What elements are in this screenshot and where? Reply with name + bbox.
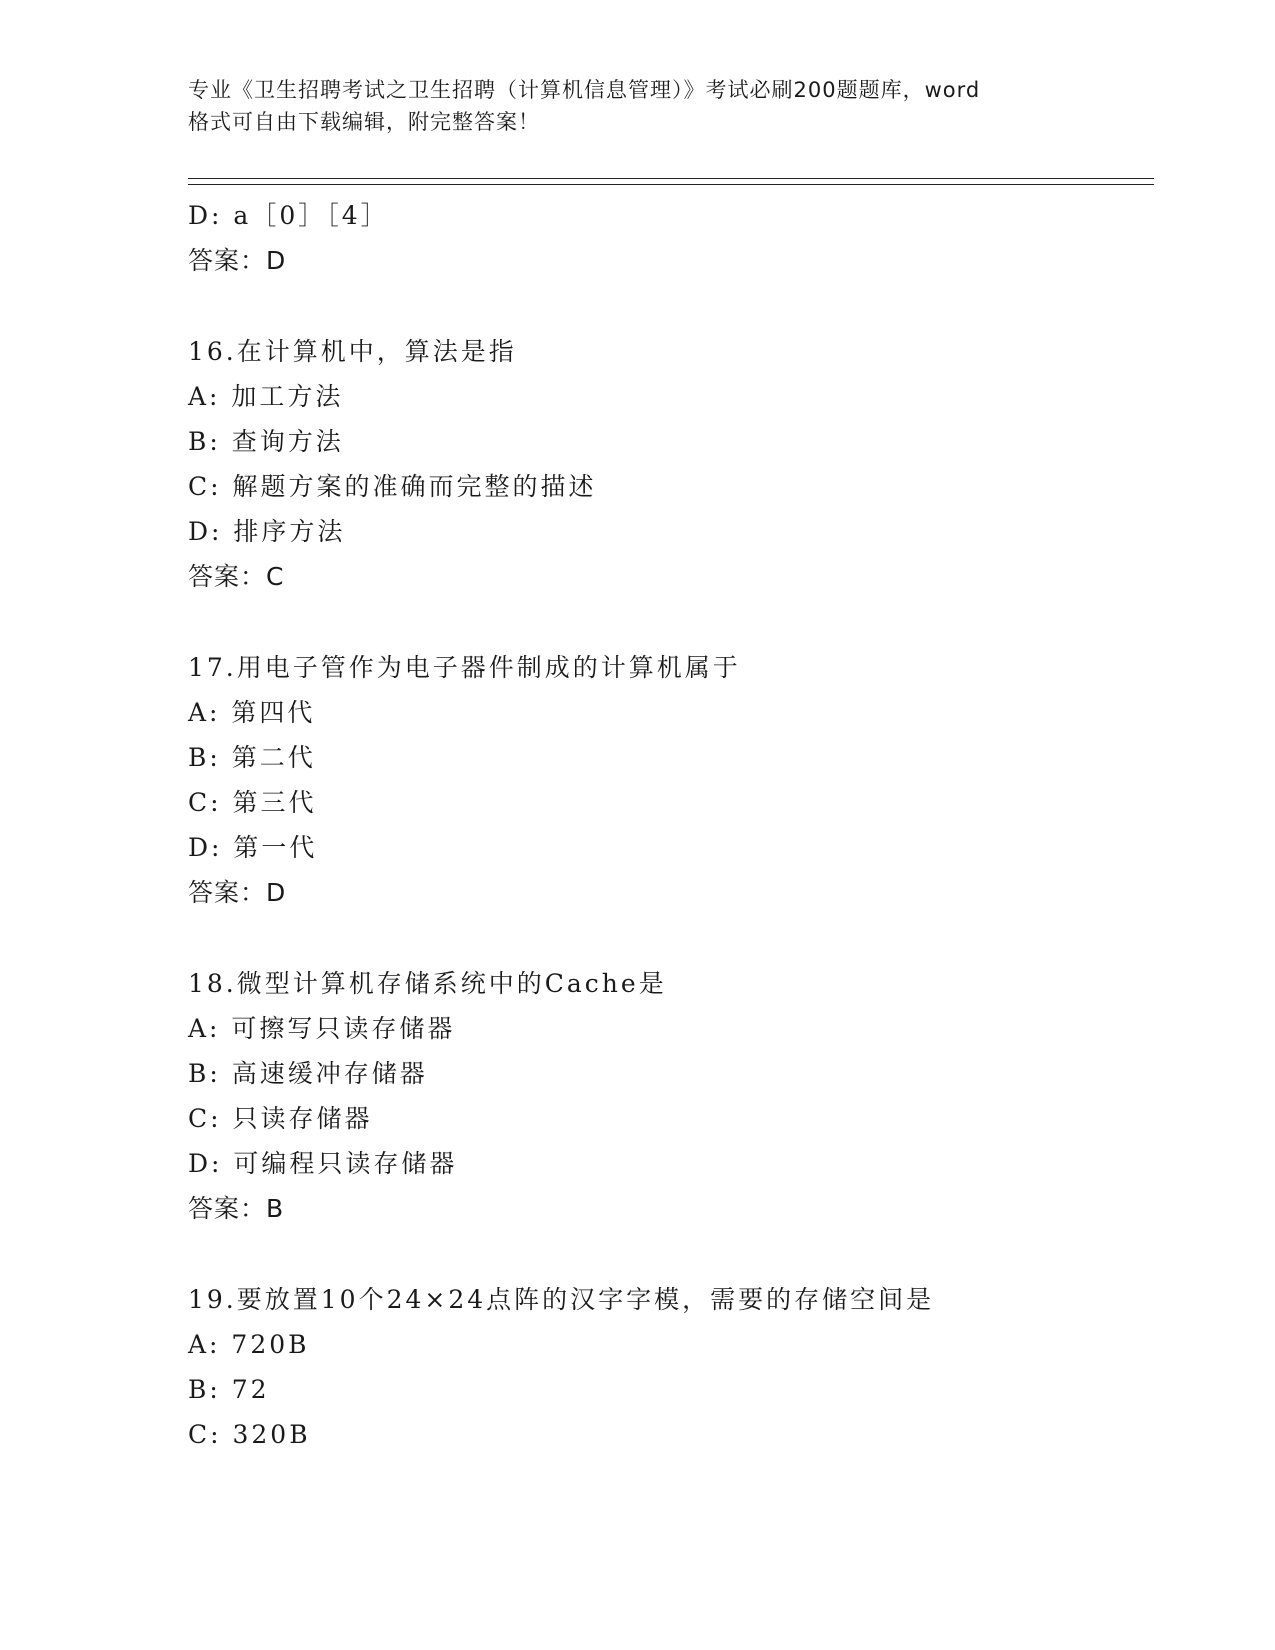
question-19 — [188, 1277, 1148, 1457]
document-header — [188, 74, 1088, 138]
option-b: B: 第二代 — [188, 743, 316, 772]
option-b: B: 72 — [188, 1375, 270, 1404]
header-line-1: 专业《卫生招聘考试之卫生招聘（计算机信息管理）》考试必刷200题题库，word — [188, 78, 981, 102]
option-c: C: 320B — [188, 1420, 311, 1449]
spacer — [188, 599, 1148, 645]
question-stem: 18.微型计算机存储系统中的Cache是 — [188, 969, 667, 998]
option-d: D: 可编程只读存储器 — [188, 1149, 458, 1178]
option-c: C: 第三代 — [188, 788, 317, 817]
question-stem: 17.用电子管作为电子器件制成的计算机属于 — [188, 653, 741, 682]
answer: 答案：D — [188, 878, 287, 907]
option-b: B: 高速缓冲存储器 — [188, 1059, 428, 1088]
header-line-2: 格式可自由下载编辑，附完整答案！ — [188, 110, 540, 134]
option-a: A: 可擦写只读存储器 — [188, 1014, 456, 1043]
prev-question-option-d: D: a［0］［4］ — [188, 201, 389, 230]
answer: 答案：B — [188, 1194, 285, 1223]
option-c: C: 只读存储器 — [188, 1104, 373, 1133]
prev-question-answer: 答案：D — [188, 246, 287, 275]
option-a: A: 720B — [188, 1330, 310, 1359]
answer: 答案：C — [188, 562, 285, 591]
option-a: A: 第四代 — [188, 698, 316, 727]
spacer — [188, 283, 1148, 329]
question-stem: 19.要放置10个24×24点阵的汉字字模，需要的存储空间是 — [188, 1285, 935, 1314]
option-a: A: 加工方法 — [188, 382, 344, 411]
option-c: C: 解题方案的准确而完整的描述 — [188, 472, 597, 501]
header-divider — [188, 178, 1154, 185]
question-16 — [188, 329, 1148, 599]
question-list — [188, 193, 1148, 1457]
option-d: D: 排序方法 — [188, 517, 346, 546]
spacer — [188, 915, 1148, 961]
spacer — [188, 1231, 1148, 1277]
option-d: D: 第一代 — [188, 833, 318, 862]
question-17 — [188, 645, 1148, 915]
option-b: B: 查询方法 — [188, 427, 344, 456]
question-stem: 16.在计算机中，算法是指 — [188, 337, 517, 366]
question-18 — [188, 961, 1148, 1231]
